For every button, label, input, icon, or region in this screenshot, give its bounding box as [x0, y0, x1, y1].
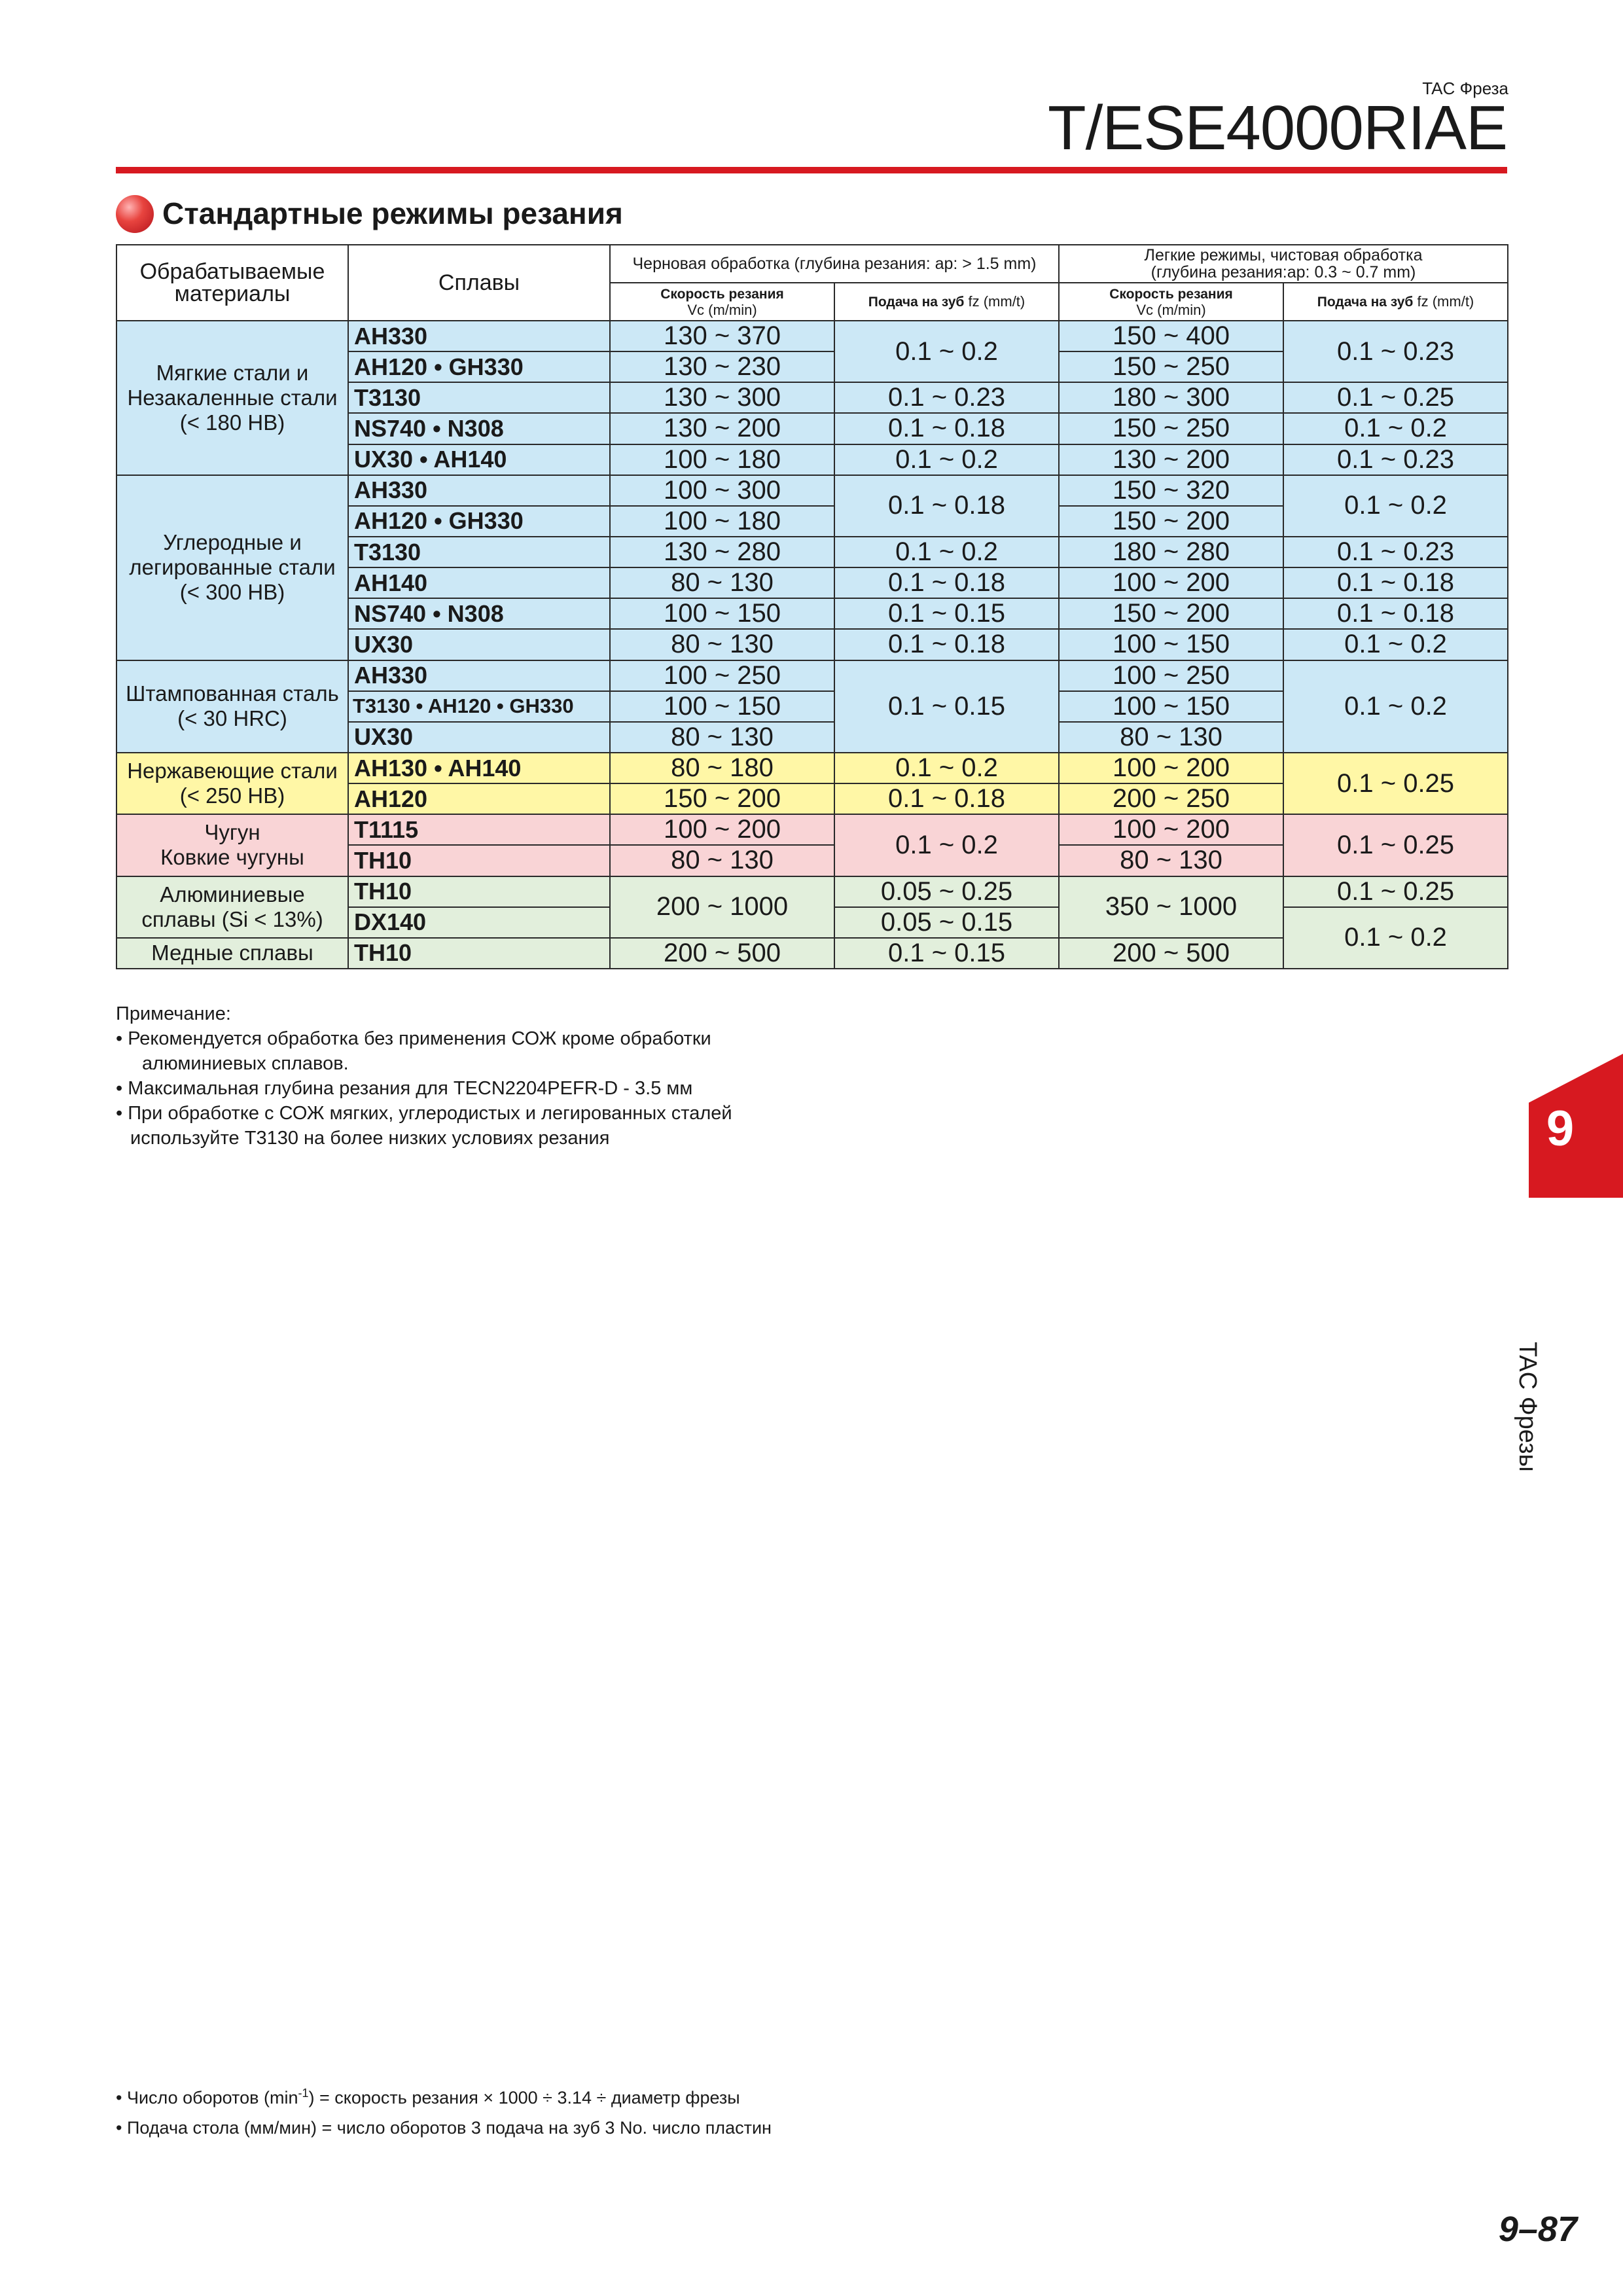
vc-rough-cell: 100 ~ 200: [610, 814, 834, 845]
vc-rough-cell: 80 ~ 130: [610, 845, 834, 876]
grade-cell: T3130: [348, 382, 610, 413]
vc-rough-cell: 100 ~ 300: [610, 475, 834, 506]
fz-rough-cell: 0.05 ~ 0.25: [834, 876, 1059, 907]
vc-finish-cell: 100 ~ 200: [1059, 814, 1283, 845]
header-feed-rough: Подача на зуб fz (mm/t): [834, 283, 1059, 321]
chapter-number: 9: [1546, 1101, 1575, 1157]
grade-cell: UX30 • AH140: [348, 444, 610, 475]
vc-finish-cell: 100 ~ 200: [1059, 567, 1283, 598]
header-finish-line2: (глубина резания:ap: 0.3 ~ 0.7 mm): [1150, 263, 1416, 281]
header-feed-finish: Подача на зуб fz (mm/t): [1283, 283, 1508, 321]
grade-cell: TH10: [348, 876, 610, 907]
fz-finish-cell: 0.1 ~ 0.25: [1283, 382, 1508, 413]
grade-cell: AH330: [348, 321, 610, 351]
vc-rough-cell: 130 ~ 230: [610, 351, 834, 382]
header-grade: Сплавы: [348, 245, 610, 321]
vc-finish-cell: 100 ~ 150: [1059, 629, 1283, 660]
vc-finish-cell: 80 ~ 130: [1059, 722, 1283, 753]
fz-rough-cell: 0.1 ~ 0.2: [834, 321, 1059, 382]
fz-finish-cell: 0.1 ~ 0.25: [1283, 876, 1508, 907]
table-row: [116, 475, 1508, 506]
vc-finish-cell: 180 ~ 300: [1059, 382, 1283, 413]
fz-rough-cell: 0.1 ~ 0.18: [834, 413, 1059, 444]
fz-rough-cell: 0.1 ~ 0.2: [834, 753, 1059, 783]
header-finish-line1: Легкие режимы, чистовая обработка: [1144, 246, 1423, 264]
note-1-line2: алюминиевых сплавов.: [142, 1053, 349, 1074]
fz-rough-cell: 0.1 ~ 0.2: [834, 814, 1059, 876]
fz-finish-cell: 0.1 ~ 0.23: [1283, 321, 1508, 382]
grade-cell: AH120: [348, 783, 610, 814]
grade-cell: TH10: [348, 845, 610, 876]
fz-finish-cell: 0.1 ~ 0.23: [1283, 537, 1508, 567]
notes-title: Примечание:: [116, 1003, 231, 1024]
material-cell: Алюминиевые сплавы (Si < 13%): [116, 876, 348, 938]
grade-cell: UX30: [348, 629, 610, 660]
vc-finish-cell: 150 ~ 200: [1059, 598, 1283, 629]
vc-rough-cell: 100 ~ 150: [610, 691, 834, 722]
grade-cell: UX30: [348, 722, 610, 753]
fz-finish-cell: 0.1 ~ 0.18: [1283, 567, 1508, 598]
grade-cell: T3130: [348, 537, 610, 567]
notes-block: [116, 1001, 732, 1151]
fz-rough-cell: 0.1 ~ 0.2: [834, 537, 1059, 567]
table-row: [116, 321, 1508, 351]
vc-finish-cell: 130 ~ 200: [1059, 444, 1283, 475]
vc-rough-cell: 130 ~ 200: [610, 413, 834, 444]
vc-rough-cell: 150 ~ 200: [610, 783, 834, 814]
fz-rough-cell: 0.1 ~ 0.23: [834, 382, 1059, 413]
fz-rough-cell: 0.1 ~ 0.2: [834, 444, 1059, 475]
fz-rough-cell: 0.1 ~ 0.18: [834, 629, 1059, 660]
product-title: T/ESE4000RIAE: [1047, 93, 1507, 163]
vc-finish-cell: 150 ~ 320: [1059, 475, 1283, 506]
material-cell: Углеродные и легированные стали (< 300 HB): [116, 475, 348, 660]
grade-cell: AH140: [348, 567, 610, 598]
fz-finish-cell: 0.1 ~ 0.2: [1283, 907, 1508, 969]
fz-finish-cell: 0.1 ~ 0.18: [1283, 598, 1508, 629]
fz-finish-cell: 0.1 ~ 0.25: [1283, 814, 1508, 876]
fz-rough-cell: 0.1 ~ 0.15: [834, 598, 1059, 629]
fz-rough-cell: 0.1 ~ 0.18: [834, 567, 1059, 598]
header-speed-finish: Скорость резания Vc (m/min): [1059, 283, 1283, 321]
vc-finish-cell: 100 ~ 150: [1059, 691, 1283, 722]
material-cell: Чугун Ковкие чугуны: [116, 814, 348, 876]
vc-finish-cell: 100 ~ 200: [1059, 753, 1283, 783]
chapter-label: TAC Фрезы: [1514, 1342, 1541, 1472]
table-row: [116, 753, 1508, 783]
vc-rough-cell: 100 ~ 180: [610, 506, 834, 537]
note-3-line2: используйте T3130 на более низких условиях резания: [130, 1128, 610, 1149]
vc-rough-cell: 200 ~ 1000: [610, 876, 834, 938]
fz-rough-cell: 0.1 ~ 0.15: [834, 660, 1059, 753]
vc-rough-cell: 80 ~ 130: [610, 567, 834, 598]
grade-cell: NS740 • N308: [348, 598, 610, 629]
vc-rough-cell: 80 ~ 180: [610, 753, 834, 783]
grade-cell: T3130 • AH120 • GH330: [348, 691, 610, 722]
grade-cell: T1115: [348, 814, 610, 845]
vc-finish-cell: 200 ~ 500: [1059, 938, 1283, 969]
header-material: Обрабатываемые материалы: [116, 245, 348, 321]
material-cell: Нержавеющие стали (< 250 HB): [116, 753, 348, 814]
vc-finish-cell: 150 ~ 200: [1059, 506, 1283, 537]
vc-rough-cell: 200 ~ 500: [610, 938, 834, 969]
fz-rough-cell: 0.1 ~ 0.18: [834, 475, 1059, 537]
cutting-conditions-table: [116, 244, 1508, 969]
header-speed-rough: Скорость резания Vc (m/min): [610, 283, 834, 321]
header-rough: Черновая обработка (глубина резания: ap: > 1.5 mm): [610, 245, 1059, 283]
fz-finish-cell: 0.1 ~ 0.25: [1283, 753, 1508, 814]
fz-finish-cell: 0.1 ~ 0.2: [1283, 413, 1508, 444]
material-cell: Штампованная сталь (< 30 HRC): [116, 660, 348, 753]
vc-rough-cell: 100 ~ 180: [610, 444, 834, 475]
vc-rough-cell: 130 ~ 370: [610, 321, 834, 351]
vc-finish-cell: 350 ~ 1000: [1059, 876, 1283, 938]
note-1-line1: • Рекомендуется обработка без применения СОЖ кроме обработки: [116, 1028, 711, 1049]
series-label: TAC Фреза: [1422, 79, 1508, 98]
red-bullet-icon: [116, 195, 154, 233]
grade-cell: AH130 • AH140: [348, 753, 610, 783]
vc-finish-cell: 150 ~ 250: [1059, 413, 1283, 444]
grade-cell: TH10: [348, 938, 610, 969]
header-divider: [116, 167, 1507, 173]
grade-cell: AH120 • GH330: [348, 506, 610, 537]
section-title: Стандартные режимы резания: [162, 196, 623, 230]
fz-rough-cell: 0.05 ~ 0.15: [834, 907, 1059, 938]
note-3-line1: • При обработке с СОЖ мягких, углеродистых и легированных сталей: [116, 1103, 732, 1124]
material-cell: Мягкие стали и Незакаленные стали (< 180 HB): [116, 321, 348, 475]
vc-rough-cell: 130 ~ 280: [610, 537, 834, 567]
fz-finish-cell: 0.1 ~ 0.2: [1283, 629, 1508, 660]
grade-cell: NS740 • N308: [348, 413, 610, 444]
fz-finish-cell: 0.1 ~ 0.2: [1283, 660, 1508, 753]
fz-finish-cell: 0.1 ~ 0.23: [1283, 444, 1508, 475]
grade-cell: AH330: [348, 660, 610, 691]
vc-finish-cell: 150 ~ 400: [1059, 321, 1283, 351]
material-cell: Медные сплавы: [116, 938, 348, 969]
vc-rough-cell: 100 ~ 250: [610, 660, 834, 691]
fz-rough-cell: 0.1 ~ 0.15: [834, 938, 1059, 969]
vc-rough-cell: 80 ~ 130: [610, 629, 834, 660]
vc-finish-cell: 100 ~ 250: [1059, 660, 1283, 691]
grade-cell: DX140: [348, 907, 610, 938]
note-2: • Максимальная глубина резания для TECN2204PEFR-D - 3.5 мм: [116, 1078, 693, 1099]
table-row: [116, 660, 1508, 691]
grade-cell: AH330: [348, 475, 610, 506]
table-row: [116, 876, 1508, 907]
vc-rough-cell: 80 ~ 130: [610, 722, 834, 753]
formula-table-feed: • Подача стола (мм/мин) = число оборотов 3 подача на зуб 3 No. число пластин: [116, 2118, 772, 2138]
vc-finish-cell: 150 ~ 250: [1059, 351, 1283, 382]
formulas-block: [116, 2078, 772, 2143]
page-number: 9–87: [1498, 2210, 1577, 2249]
vc-rough-cell: 130 ~ 300: [610, 382, 834, 413]
header-finish: [1059, 245, 1508, 283]
vc-rough-cell: 100 ~ 150: [610, 598, 834, 629]
vc-finish-cell: 200 ~ 250: [1059, 783, 1283, 814]
vc-finish-cell: 80 ~ 130: [1059, 845, 1283, 876]
fz-rough-cell: 0.1 ~ 0.18: [834, 783, 1059, 814]
grade-cell: AH120 • GH330: [348, 351, 610, 382]
table-row: [116, 814, 1508, 845]
formula-rpm: • Число оборотов $(\min^{-1})$ = скорость резания × 1000 ÷ 3.14 ÷ диаметр фрезы: [116, 2087, 740, 2108]
vc-finish-cell: 180 ~ 280: [1059, 537, 1283, 567]
fz-finish-cell: 0.1 ~ 0.2: [1283, 475, 1508, 537]
